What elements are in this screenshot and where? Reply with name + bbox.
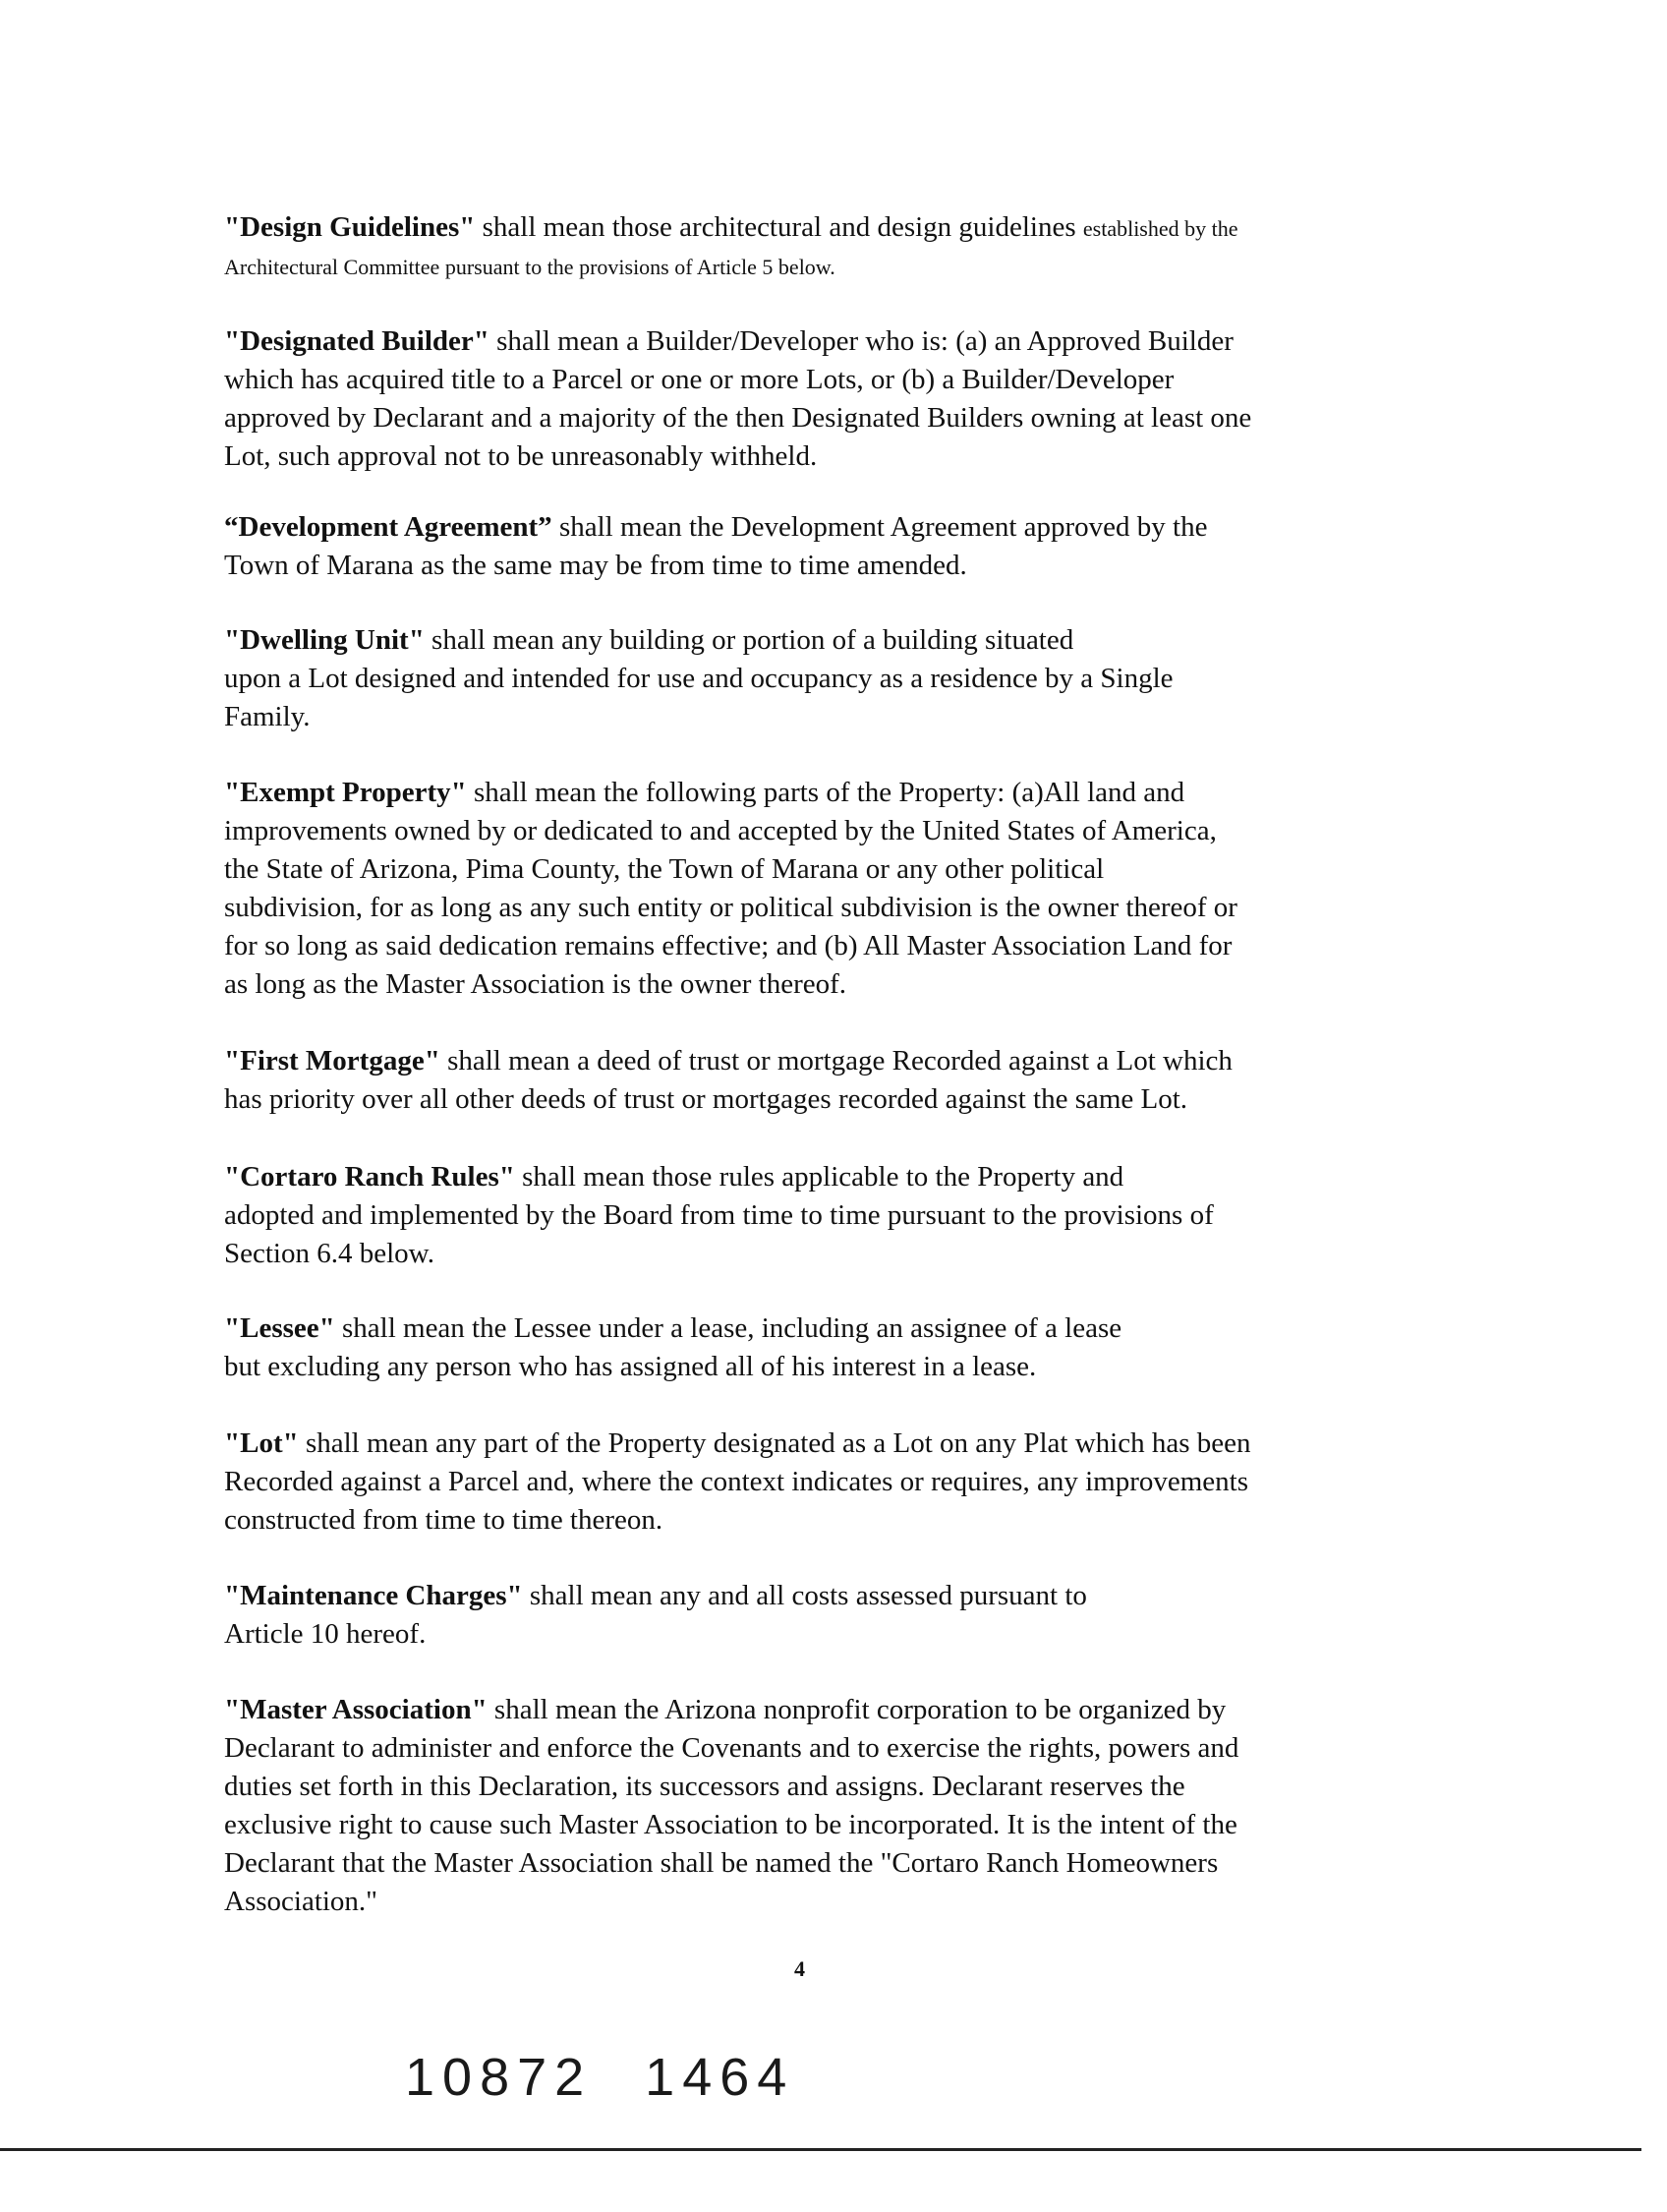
definition-text: shall mean the following parts of the Property: (a)All land and bbox=[473, 777, 1185, 808]
definition-term: "Dwelling Unit" bbox=[224, 624, 425, 656]
definition-text: shall mean any building or portion of a building situated bbox=[431, 624, 1074, 656]
definition-line: Section 6.4 below. bbox=[224, 1238, 434, 1269]
definition-line: but excluding any person who has assigned all of his interest in a lease. bbox=[224, 1351, 1037, 1382]
definition-line: which has acquired title to a Parcel or one or more Lots, or (b) a Builder/Developer bbox=[224, 364, 1175, 395]
definition-text: shall mean a deed of trust or mortgage Recorded against a Lot which bbox=[447, 1045, 1233, 1077]
definition-text-small: established by the bbox=[1082, 216, 1238, 241]
definition-first-mortgage bbox=[224, 1042, 1233, 1119]
definition-term: "Maintenance Charges" bbox=[224, 1580, 523, 1611]
recording-stamp bbox=[405, 2047, 794, 2108]
recording-page-number: 1464 bbox=[645, 2048, 795, 2107]
definition-term: "Lot" bbox=[224, 1427, 299, 1459]
definition-text: shall mean the Lessee under a lease, including an assignee of a lease bbox=[341, 1312, 1122, 1344]
definition-line: Architectural Committee pursuant to the provisions of Article 5 below. bbox=[224, 255, 835, 279]
definition-term: "Designated Builder" bbox=[224, 325, 489, 357]
definition-line: Declarant to administer and enforce the Covenants and to exercise the rights, powers and bbox=[224, 1732, 1239, 1764]
definition-lessee bbox=[224, 1310, 1121, 1386]
definition-line: constructed from time to time thereon. bbox=[224, 1504, 663, 1536]
definition-text: shall mean a Builder/Developer who is: (a) an Approved Builder bbox=[496, 325, 1234, 357]
definition-line: Lot, such approval not to be unreasonably withheld. bbox=[224, 440, 818, 472]
definition-line bbox=[224, 322, 1251, 361]
definition-text: shall mean the Development Agreement approved by the bbox=[558, 511, 1208, 543]
definition-line: Town of Marana as the same may be from time to time amended. bbox=[224, 550, 967, 581]
recording-book-number: 10872 bbox=[405, 2048, 593, 2107]
definition-line: Recorded against a Parcel and, where the context indicates or requires, any improvements bbox=[224, 1466, 1249, 1497]
definition-dwelling-unit bbox=[224, 621, 1174, 736]
definition-line: the State of Arizona, Pima County, the Town of Marana or any other political bbox=[224, 853, 1105, 885]
definition-maintenance-charges bbox=[224, 1577, 1087, 1654]
definition-line bbox=[224, 1425, 1251, 1463]
definition-term: "First Mortgage" bbox=[224, 1045, 440, 1077]
definition-line bbox=[224, 1158, 1214, 1196]
definition-lot bbox=[224, 1425, 1251, 1540]
definition-term: "Cortaro Ranch Rules" bbox=[224, 1161, 515, 1193]
definition-term: "Design Guidelines" bbox=[224, 211, 476, 243]
definition-line: approved by Declarant and a majority of the then Designated Builders owning at least one bbox=[224, 402, 1252, 434]
definition-text: shall mean those architectural and design guidelines bbox=[482, 211, 1076, 243]
definition-line bbox=[224, 1577, 1087, 1615]
definition-line bbox=[224, 774, 1237, 812]
definition-line bbox=[224, 1042, 1233, 1080]
definition-designated-builder bbox=[224, 322, 1251, 476]
page-number: 4 bbox=[794, 1956, 805, 1981]
definition-line: subdivision, for as long as any such entity or political subdivision is the owner thereof or bbox=[224, 892, 1237, 923]
definition-line: upon a Lot designed and intended for use and occupancy as a residence by a Single bbox=[224, 663, 1174, 694]
definition-term: “Development Agreement” bbox=[224, 511, 552, 543]
definition-line: improvements owned by or dedicated to and accepted by the United States of America, bbox=[224, 815, 1217, 846]
definition-term: "Lessee" bbox=[224, 1312, 335, 1344]
definition-cortaro-ranch-rules bbox=[224, 1158, 1214, 1273]
definition-line: Declarant that the Master Association shall be named the "Cortaro Ranch Homeowners bbox=[224, 1847, 1219, 1879]
definition-line: Article 10 hereof. bbox=[224, 1618, 427, 1650]
definition-term: "Exempt Property" bbox=[224, 777, 467, 808]
definition-line bbox=[224, 508, 1207, 547]
definition-line: exclusive right to cause such Master Association to be incorporated. It is the intent of the bbox=[224, 1809, 1237, 1840]
definition-line: as long as the Master Association is the owner thereof. bbox=[224, 968, 847, 1000]
definition-line bbox=[224, 1310, 1121, 1348]
definition-text: shall mean any and all costs assessed pursuant to bbox=[529, 1580, 1087, 1611]
definition-exempt-property bbox=[224, 774, 1237, 1004]
definition-line: duties set forth in this Declaration, its successors and assigns. Declarant reserves the bbox=[224, 1771, 1185, 1802]
definition-line bbox=[224, 1691, 1238, 1729]
definition-design-guidelines bbox=[224, 208, 1238, 286]
definition-line: adopted and implemented by the Board from time to time pursuant to the provisions of bbox=[224, 1199, 1214, 1231]
definition-text: shall mean any part of the Property designated as a Lot on any Plat which has been bbox=[305, 1427, 1251, 1459]
definition-term: "Master Association" bbox=[224, 1694, 488, 1725]
definition-text: shall mean those rules applicable to the Property and bbox=[522, 1161, 1124, 1193]
definition-line: for so long as said dedication remains effective; and (b) All Master Association Land for bbox=[224, 930, 1233, 961]
definition-line bbox=[224, 208, 1238, 248]
bottom-rule bbox=[0, 2148, 1641, 2151]
definition-text: shall mean the Arizona nonprofit corporation to be organized by bbox=[493, 1694, 1227, 1725]
definition-master-association bbox=[224, 1691, 1238, 1921]
definition-line: has priority over all other deeds of trust or mortgages recorded against the same Lot. bbox=[224, 1083, 1188, 1115]
definition-development-agreement bbox=[224, 508, 1207, 585]
definition-line bbox=[224, 621, 1174, 660]
definition-line: Family. bbox=[224, 701, 311, 732]
definition-line: Association." bbox=[224, 1886, 378, 1917]
